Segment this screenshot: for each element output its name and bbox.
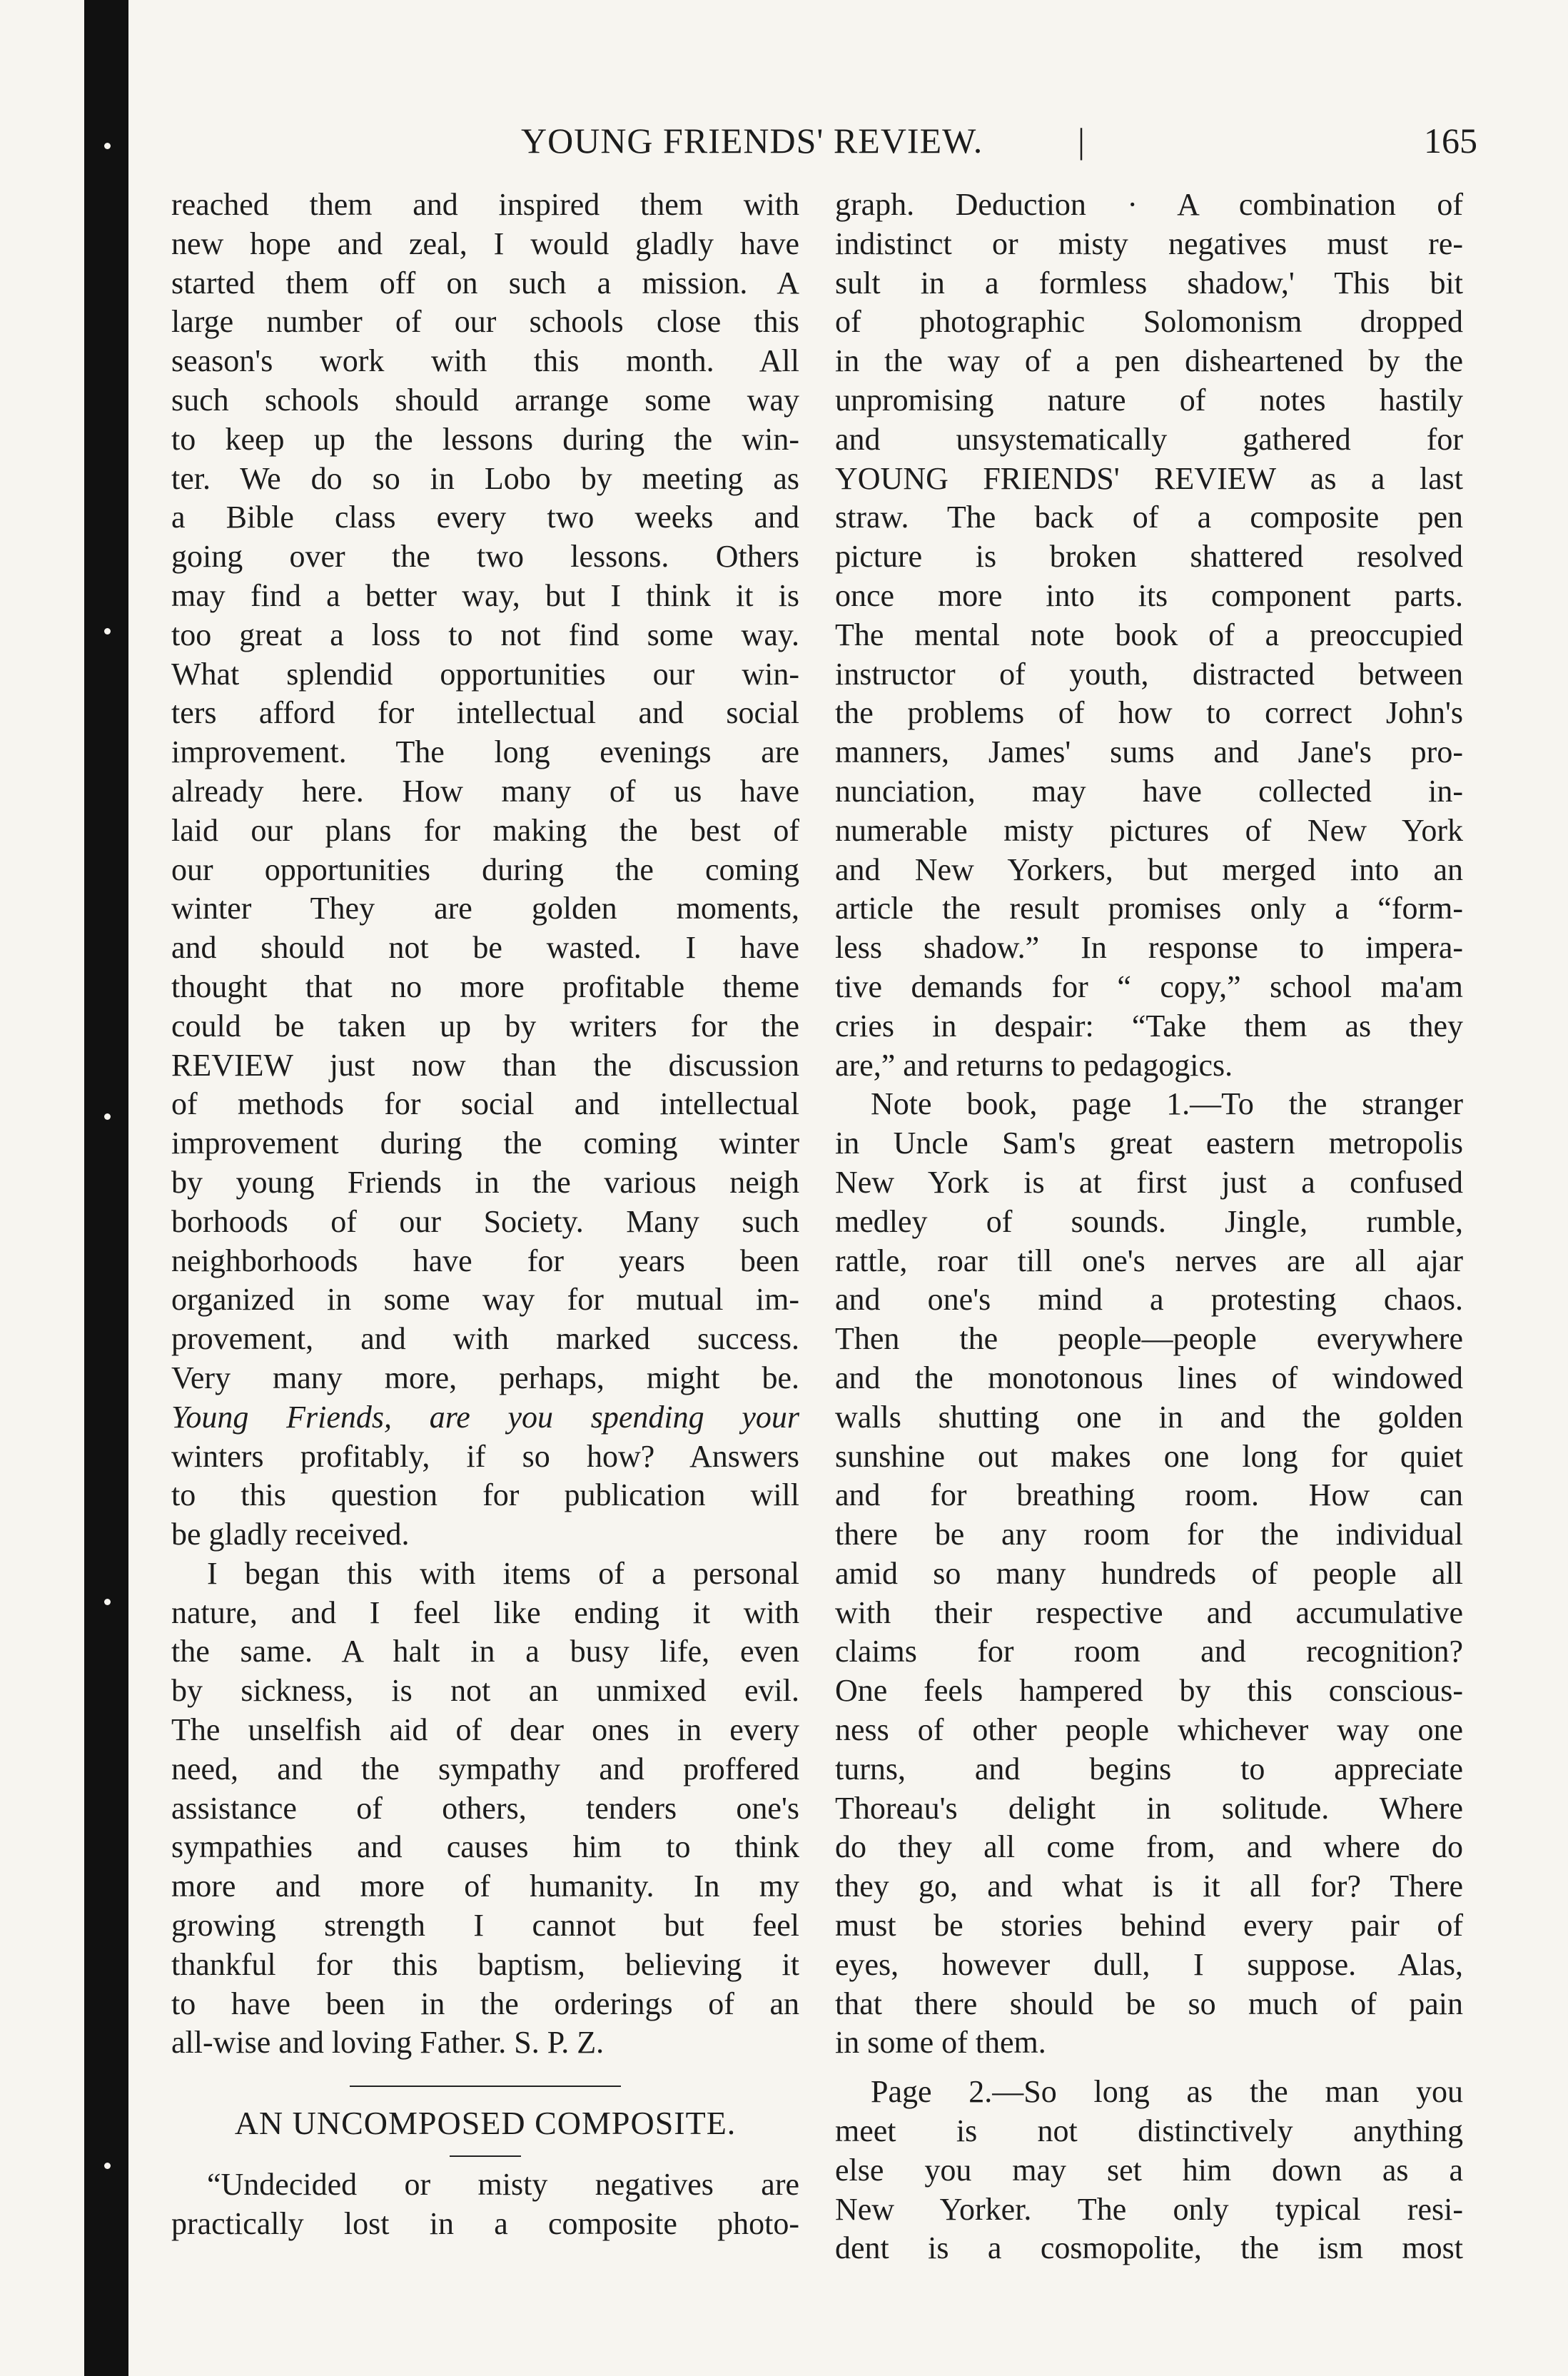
text-line: assistance of others, tenders one's — [171, 1790, 799, 1826]
text-line: nunciation, may have collected in- — [835, 773, 1463, 809]
paragraph — [171, 2165, 799, 2244]
article-title: AN UNCOMPOSED COMPOSITE. — [234, 2105, 737, 2142]
binding-hole — [104, 1599, 111, 1605]
text-line: sunshine out makes one long for quiet — [835, 1438, 1463, 1474]
text-line: they go, and what is it all for? There — [835, 1869, 1463, 1904]
text-line: straw. The back of a composite pen — [835, 500, 1463, 535]
text-line: YOUNG FRIENDS' REVIEW as a last — [835, 460, 1463, 496]
text-line: tive demands for “ copy,” school ma'am — [835, 969, 1463, 1004]
text-line: organized in some way for mutual im- — [171, 1282, 799, 1318]
text-line: the same. A halt in a busy life, even — [171, 1634, 799, 1669]
text-line: improvement during the coming winter — [171, 1126, 799, 1161]
text-line: once more into its component parts. — [835, 577, 1463, 613]
text-line: Then the people—people everywhere — [835, 1321, 1463, 1357]
page-number: 165 — [1424, 121, 1477, 161]
text-line: by sickness, is not an unmixed evil. — [171, 1673, 799, 1709]
text-line: Thoreau's delight in solitude. Where — [835, 1790, 1463, 1826]
text-line: of photographic Solomonism dropped — [835, 304, 1463, 340]
text-line: rattle, roar till one's nerves are all ajar — [835, 1243, 1463, 1278]
text-line: too great a loss to not find some way. — [171, 617, 799, 652]
text-line: are,” and returns to pedagogics. — [835, 1047, 1233, 1083]
text-line: Very many more, perhaps, might be. — [171, 1360, 799, 1395]
text-line: sult in a formless shadow,' This bit — [835, 265, 1463, 300]
text-line: already here. How many of us have — [171, 773, 799, 809]
text-line: What splendid opportunities our win- — [171, 656, 799, 692]
text-line: and should not be wasted. I have — [171, 930, 799, 966]
text-line: and one's mind a protesting chaos. — [835, 1282, 1463, 1318]
text-line: thankful for this baptism, believing it — [171, 1946, 799, 1982]
text-line: winters profitably, if so how? Answers — [171, 1438, 799, 1474]
text-line: of methods for social and intellectual — [171, 1086, 799, 1122]
text-line: season's work with this month. All — [171, 343, 799, 379]
text-line: unpromising nature of notes hastily — [835, 382, 1463, 418]
text-line: picture is broken shattered resolved — [835, 539, 1463, 575]
paragraph-gap — [835, 2063, 1463, 2073]
text-line: Young Friends, are you spending your — [171, 1399, 799, 1435]
text-line: such schools should arrange some way — [171, 382, 799, 418]
text-line: neighborhoods have for years been — [171, 1243, 799, 1278]
text-line: the problems of how to correct John's — [835, 695, 1463, 731]
text-line: graph. Deduction · A combination of — [835, 187, 1463, 222]
left-column — [171, 186, 799, 2244]
text-line: there be any room for the individual — [835, 1517, 1463, 1552]
text-line: new hope and zeal, I would gladly have — [171, 226, 799, 261]
text-line: I began this with items of a personal — [207, 1555, 799, 1591]
binding-hole — [104, 2163, 111, 2169]
text-line: The unselfish aid of dear ones in every — [171, 1712, 799, 1748]
binding-hole — [104, 143, 111, 149]
text-line: One feels hampered by this conscious- — [835, 1673, 1463, 1709]
text-line: large number of our schools close this — [171, 304, 799, 340]
text-line: New Yorker. The only typical resi- — [835, 2191, 1463, 2227]
paragraph — [835, 1085, 1463, 2063]
page-binding-edge — [84, 0, 128, 2376]
text-line: practically lost in a composite photo- — [171, 2206, 799, 2242]
journal-title: YOUNG FRIENDS' REVIEW. — [521, 121, 983, 161]
text-line: indistinct or misty negatives must re- — [835, 226, 1463, 261]
text-line: REVIEW just now than the discussion — [171, 1047, 799, 1083]
text-line: claims for room and recognition? — [835, 1634, 1463, 1669]
text-line: meet is not distinctively anything — [835, 2113, 1463, 2149]
running-header — [171, 120, 1477, 170]
text-line: instructor of youth, distracted between — [835, 656, 1463, 692]
text-line: need, and the sympathy and proffered — [171, 1751, 799, 1786]
text-line: provement, and with marked success. — [171, 1321, 799, 1357]
text-line: could be taken up by writers for the — [171, 1008, 799, 1043]
text-line: manners, James' sums and Jane's pro- — [835, 734, 1463, 770]
text-line: going over the two lessons. Others — [171, 539, 799, 575]
text-line: Note book, page 1.—To the stranger — [871, 1086, 1463, 1122]
text-line: thought that no more profitable theme — [171, 969, 799, 1004]
text-line: to this question for publication will — [171, 1477, 799, 1513]
text-line: less shadow.” In response to impera- — [835, 930, 1463, 966]
text-line: to have been in the orderings of an — [171, 1986, 799, 2021]
text-line: with their respective and accumulative — [835, 1594, 1463, 1630]
binding-hole — [104, 1113, 111, 1120]
text-line: growing strength I cannot but feel — [171, 1908, 799, 1943]
text-line: amid so many hundreds of people all — [835, 1555, 1463, 1591]
text-line: and the monotonous lines of windowed — [835, 1360, 1463, 1395]
text-line: that there should be so much of pain — [835, 1986, 1463, 2021]
section-divider — [350, 2086, 621, 2087]
text-line: nature, and I feel like ending it with — [171, 1594, 799, 1630]
text-line: our opportunities during the coming — [171, 851, 799, 887]
right-column — [835, 186, 1463, 2268]
text-line: be gladly received. — [171, 1517, 410, 1552]
text-line: else you may set him down as a — [835, 2152, 1463, 2188]
text-line: cries in despair: “Take them as they — [835, 1008, 1463, 1043]
text-line: may find a better way, but I think it is — [171, 577, 799, 613]
text-line: reached them and inspired them with — [171, 187, 799, 222]
text-line: borhoods of our Society. Many such — [171, 1203, 799, 1239]
paragraph — [171, 186, 799, 1554]
text-line: by young Friends in the various neigh — [171, 1164, 799, 1200]
text-line: and New Yorkers, but merged into an — [835, 851, 1463, 887]
text-line: article the result promises only a “form- — [835, 891, 1463, 926]
text-line: a Bible class every two weeks and — [171, 500, 799, 535]
text-line: turns, and begins to appreciate — [835, 1751, 1463, 1786]
text-line: ness of other people whichever way one — [835, 1712, 1463, 1748]
text-line: started them off on such a mission. A — [171, 265, 799, 300]
paragraph — [835, 186, 1463, 1085]
text-line: laid our plans for making the best of — [171, 812, 799, 848]
text-line: dent is a cosmopolite, the ism most — [835, 2230, 1463, 2266]
text-line: sympathies and causes him to think — [171, 1829, 799, 1865]
text-line: do they all come from, and where do — [835, 1829, 1463, 1865]
text-line: ter. We do so in Lobo by meeting as — [171, 460, 799, 496]
text-line: walls shutting one in and the golden — [835, 1399, 1463, 1435]
text-line: numerable misty pictures of New York — [835, 812, 1463, 848]
text-line: medley of sounds. Jingle, rumble, — [835, 1203, 1463, 1239]
text-line: in some of them. — [835, 2025, 1046, 2061]
signature-line: all-wise and loving Father. S. P. Z. — [171, 2025, 605, 2061]
text-line: improvement. The long evenings are — [171, 734, 799, 770]
text-line: ters afford for intellectual and social — [171, 695, 799, 731]
text-line: New York is at first just a confused — [835, 1164, 1463, 1200]
text-line: more and more of humanity. In my — [171, 1869, 799, 1904]
text-line: The mental note book of a preoccupied — [835, 617, 1463, 652]
paragraph — [171, 1554, 799, 2063]
paragraph — [835, 2073, 1463, 2268]
text-line: to keep up the lessons during the win- — [171, 421, 799, 457]
text-line: in Uncle Sam's great eastern metropolis — [835, 1126, 1463, 1161]
text-line: must be stories behind every pair of — [835, 1908, 1463, 1943]
text-line: “Undecided or misty negatives are — [207, 2167, 799, 2203]
text-line: and unsystematically gathered for — [835, 421, 1463, 457]
text-line: in the way of a pen disheartened by the — [835, 343, 1463, 379]
binding-hole — [104, 628, 111, 635]
title-divider — [450, 2155, 521, 2157]
header-mark: | — [1078, 121, 1086, 161]
text-line: eyes, however dull, I suppose. Alas, — [835, 1946, 1463, 1982]
text-line: and for breathing room. How can — [835, 1477, 1463, 1513]
text-line: winter They are golden moments, — [171, 891, 799, 926]
text-line: Page 2.—So long as the man you — [871, 2074, 1463, 2110]
